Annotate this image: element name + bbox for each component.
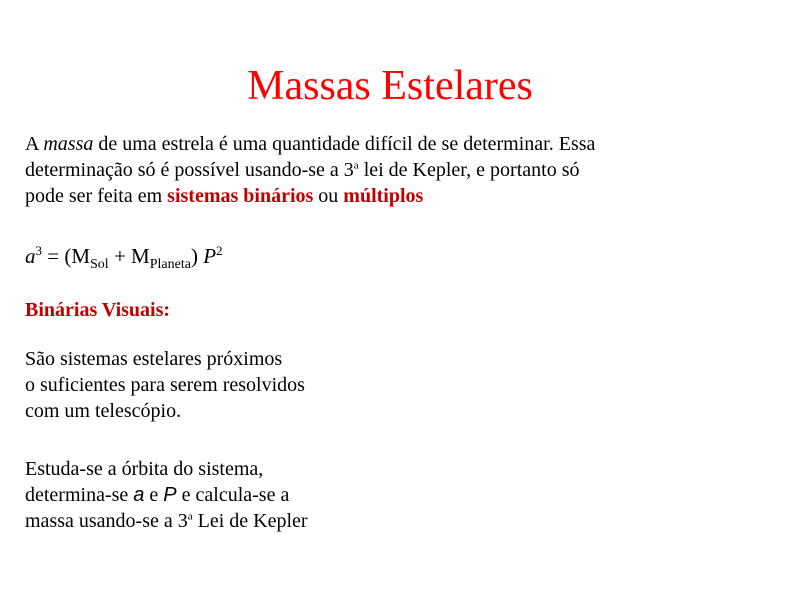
paragraph-line: com um telescópio. bbox=[25, 400, 182, 422]
paragraph-text: massa usando-se a 3 bbox=[25, 510, 188, 532]
paragraph-line: Estuda-se a órbita do sistema, bbox=[25, 458, 264, 480]
paragraph-line: São sistemas estelares próximos bbox=[25, 348, 283, 370]
paragraph-method bbox=[25, 456, 308, 534]
formula-a: a bbox=[25, 244, 36, 268]
paragraph-text: Lei de Kepler bbox=[192, 510, 308, 532]
intro-text: ou bbox=[313, 185, 344, 207]
formula-p: P bbox=[203, 244, 217, 268]
formula-subscript-sol: Sol bbox=[90, 257, 109, 273]
paragraph-text: determina-se bbox=[25, 484, 134, 506]
paragraph-text: e calcula-se a bbox=[176, 484, 290, 506]
formula-exponent: 2 bbox=[216, 243, 223, 258]
paragraph-line bbox=[25, 508, 308, 534]
formula-text: + M bbox=[108, 244, 150, 268]
intro-text: lei de Kepler, e portanto só bbox=[358, 159, 580, 181]
intro-text: de uma estrela é uma quantidade difícil de se determinar. Essa bbox=[93, 133, 596, 155]
intro-line-1 bbox=[25, 131, 595, 157]
intro-line-2 bbox=[25, 157, 595, 183]
paragraph-line bbox=[25, 482, 308, 508]
intro-line-3 bbox=[25, 183, 595, 209]
slide-title: Massas Estelares bbox=[247, 63, 533, 109]
intro-text: A bbox=[25, 133, 44, 155]
intro-paragraph bbox=[25, 131, 595, 209]
paragraph-line: o suficientes para serem resolvidos bbox=[25, 374, 305, 396]
paragraph-visual-binaries bbox=[25, 346, 305, 424]
formula-subscript-planeta: Planeta bbox=[149, 257, 191, 273]
ordinal-marker: a bbox=[353, 159, 359, 172]
massa-emphasis: massa bbox=[43, 133, 94, 155]
intro-text: determinação só é possível usando-se a 3 bbox=[25, 159, 354, 181]
formula-text: ) bbox=[190, 244, 204, 268]
formula-exponent: 3 bbox=[35, 243, 42, 258]
paragraph-text: e bbox=[144, 484, 164, 506]
highlight-sistemas-binarios: sistemas binários bbox=[167, 185, 314, 207]
intro-text: pode ser feita em bbox=[25, 185, 168, 207]
formula-text: = (M bbox=[42, 244, 91, 268]
kepler-formula bbox=[25, 243, 223, 273]
variable-a: a bbox=[133, 484, 145, 506]
variable-p: P bbox=[163, 484, 177, 506]
section-heading: Binárias Visuais: bbox=[25, 299, 171, 321]
highlight-multiplos: múltiplos bbox=[343, 185, 424, 207]
ordinal-marker: a bbox=[187, 510, 193, 523]
